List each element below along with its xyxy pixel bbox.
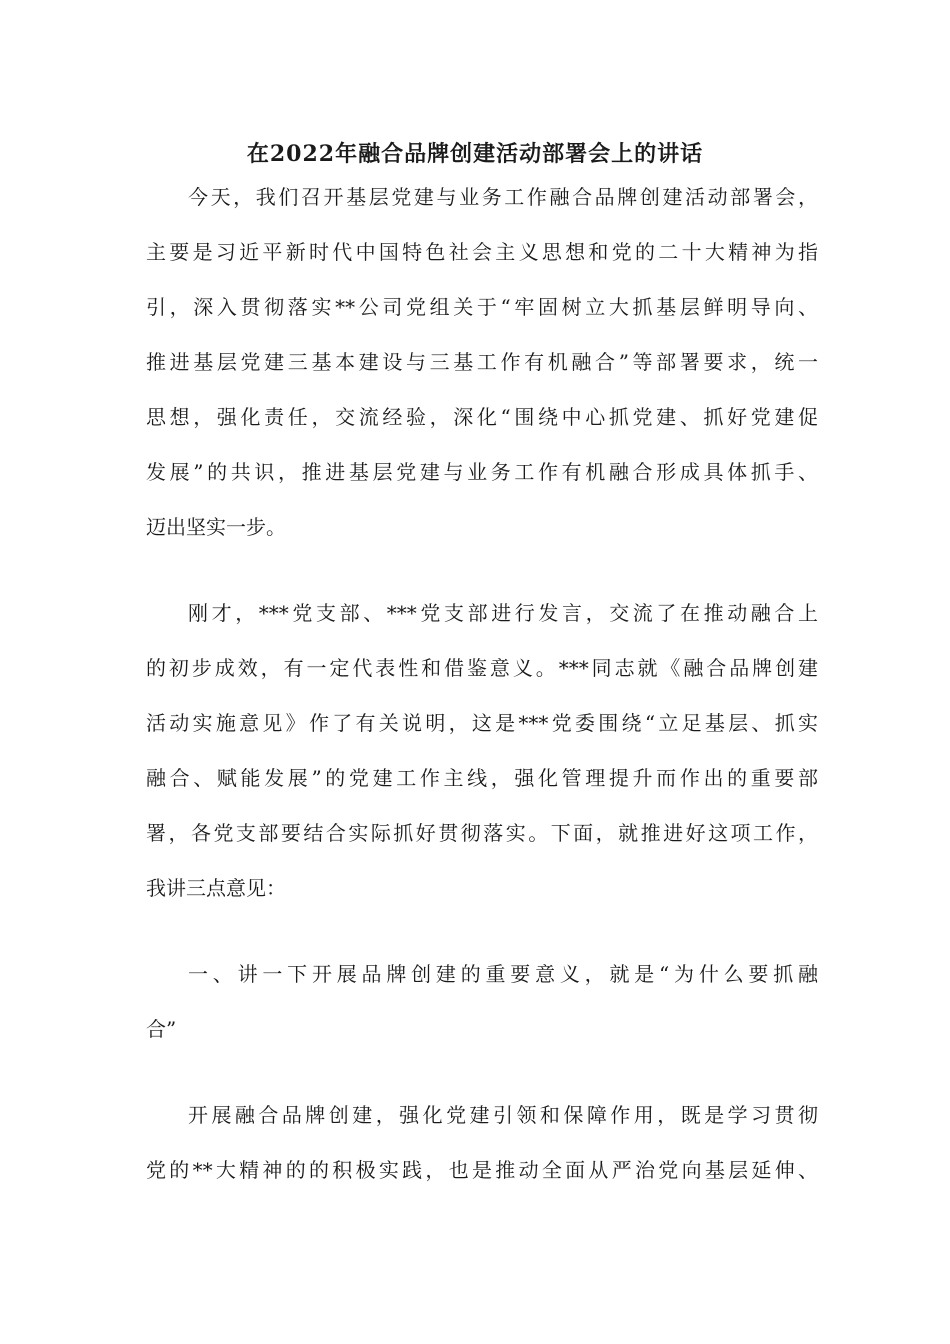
paragraph-1-line-1: 今天，我们召开基层党建与业务工作融合品牌创建活动部署会， — [188, 185, 818, 209]
paragraph-1-line-2: 主要是习近平新时代中国特色社会主义思想和党的二十大精神为指 — [146, 240, 818, 264]
section-heading-line-1: 一、讲一下开展品牌创建的重要意义，就是“为什么要抓融 — [188, 962, 818, 986]
paragraph-4-line-2: 党的**大精神的的积极实践，也是推动全面从严治党向基层延伸、 — [146, 1158, 818, 1182]
section-heading-line-2: 合” — [146, 1017, 177, 1041]
paragraph-4-line-1: 开展融合品牌创建，强化党建引领和保障作用，既是学习贯彻 — [188, 1103, 818, 1127]
paragraph-2-line-3: 活动实施意见》作了有关说明，这是***党委围绕“立足基层、抓实 — [146, 711, 818, 735]
paragraph-1-line-4: 推进基层党建三基本建设与三基工作有机融合”等部署要求，统一 — [146, 350, 818, 374]
paragraph-2-line-4: 融合、赋能发展”的党建工作主线，强化管理提升而作出的重要部 — [146, 766, 818, 790]
paragraph-1-line-7: 迈出坚实一步。 — [146, 515, 286, 539]
paragraph-2-line-1: 刚才，***党支部、***党支部进行发言，交流了在推动融合上 — [188, 601, 818, 625]
paragraph-1-line-3: 引，深入贯彻落实**公司党组关于“牢固树立大抓基层鲜明导向、 — [146, 295, 818, 319]
paragraph-2-line-5: 署，各党支部要结合实际抓好贯彻落实。下面，就推进好这项工作， — [146, 821, 818, 845]
document-title: 在2022年融合品牌创建活动部署会上的讲话 — [246, 141, 704, 167]
paragraph-1-line-5: 思想，强化责任，交流经验，深化“围绕中心抓党建、抓好党建促 — [146, 405, 818, 429]
paragraph-2-line-6: 我讲三点意见： — [146, 876, 286, 900]
paragraph-2-line-2: 的初步成效，有一定代表性和借鉴意义。***同志就《融合品牌创建 — [146, 656, 818, 680]
paragraph-1-line-6: 发展”的共识，推进基层党建与业务工作有机融合形成具体抓手、 — [146, 460, 818, 484]
